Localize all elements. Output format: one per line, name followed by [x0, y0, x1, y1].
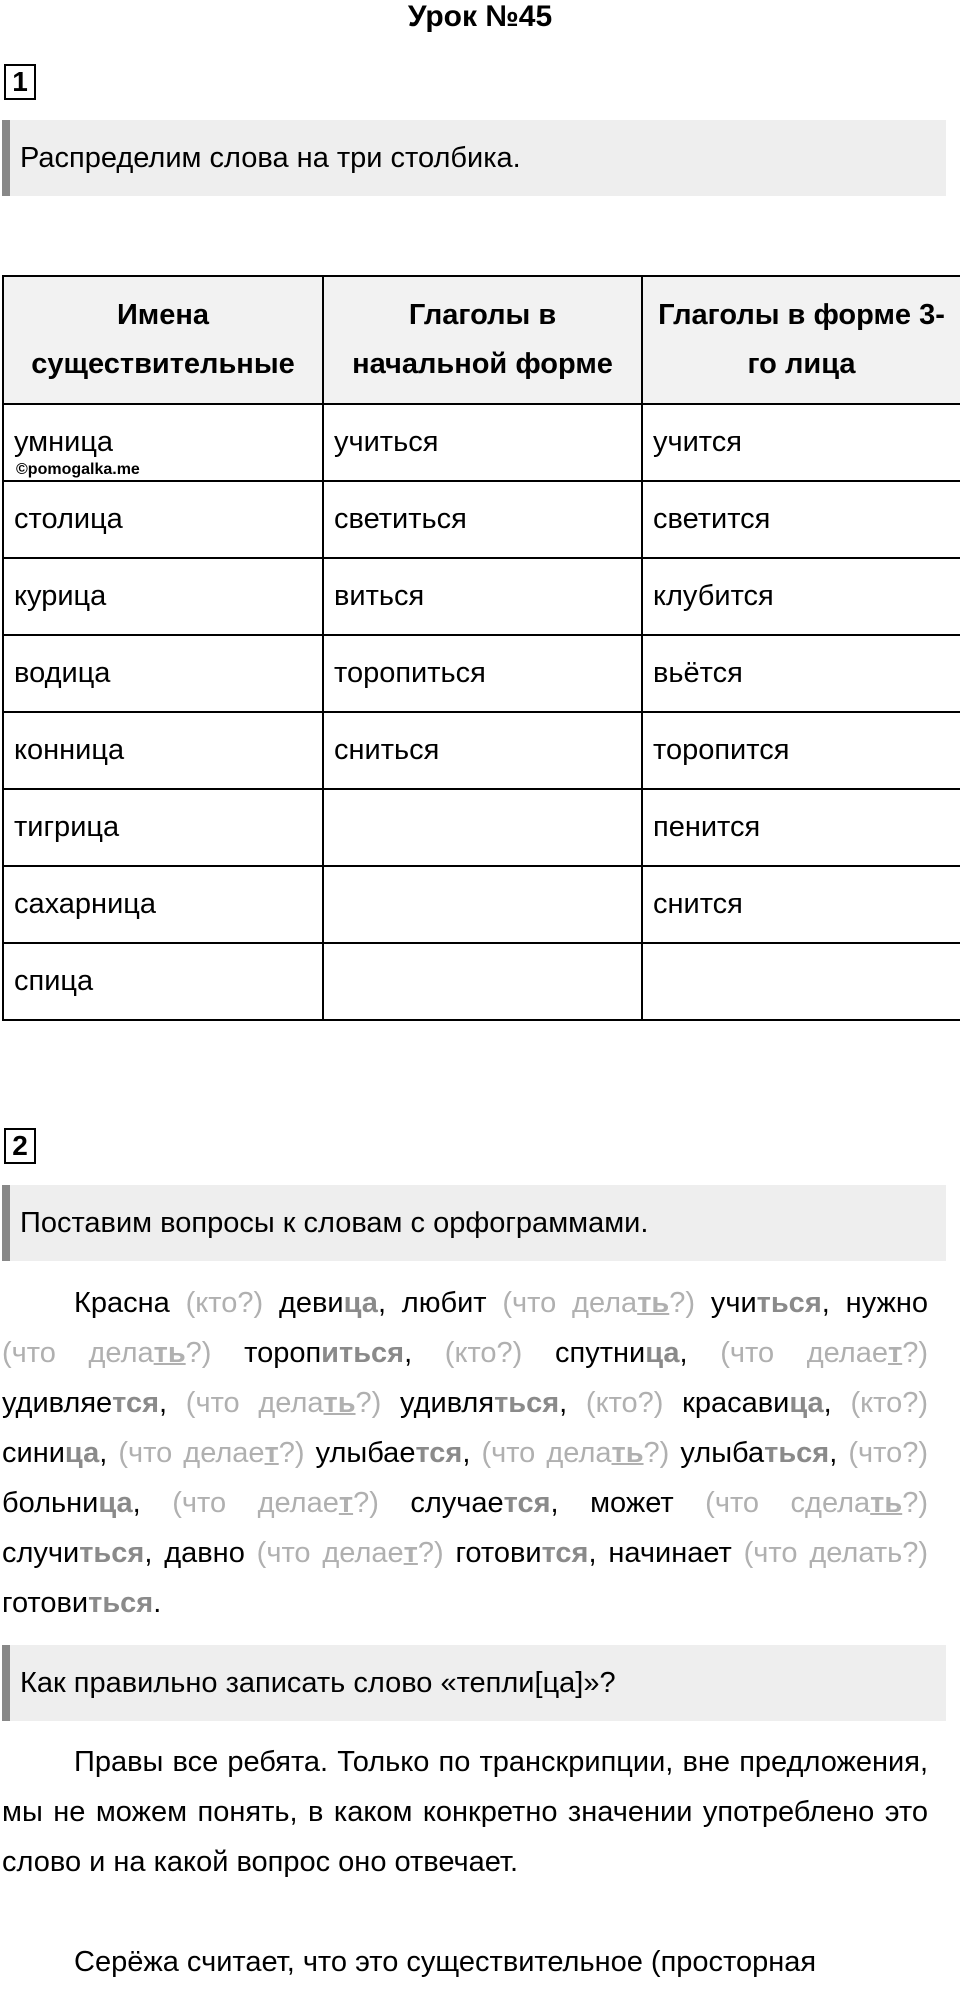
- header-infinitive-verbs: Глаголы в начальной форме: [323, 276, 642, 404]
- cell-text: курица: [14, 580, 107, 612]
- question-hint: (что?): [848, 1437, 928, 1469]
- question-hint-ending: ть: [637, 1287, 670, 1319]
- spelling-highlight: тся: [541, 1537, 589, 1569]
- question-hint-ending: ть: [323, 1387, 356, 1419]
- question-hint: (что сдела: [705, 1487, 871, 1519]
- question-hint: (что делае: [256, 1537, 404, 1569]
- question-hint: (что делае: [118, 1437, 265, 1469]
- question-hint: (кто?): [185, 1287, 264, 1319]
- last-paragraph: Серёжа считает, что это существительное (просторная: [74, 1946, 817, 1978]
- noun-cell: [3, 943, 323, 1020]
- question-hint: (что делае: [720, 1337, 888, 1369]
- question-hint: ?): [185, 1337, 212, 1369]
- third-person-cell: [642, 635, 960, 712]
- text-segment: тороп: [211, 1337, 322, 1369]
- table-row: [3, 712, 960, 789]
- question-hint: ?): [353, 1487, 379, 1519]
- cell-text: светится: [653, 503, 771, 535]
- table-header-row: [3, 276, 960, 404]
- task-1-banner: Распределим слова на три столбика.: [2, 120, 946, 196]
- cell-text: сниться: [334, 734, 440, 766]
- text-segment: больни: [2, 1487, 99, 1519]
- table-row: [3, 481, 960, 558]
- page-title: Урок №45: [407, 0, 553, 33]
- text-segment: , любит: [377, 1287, 503, 1319]
- cell-text: спица: [14, 965, 94, 997]
- text-segment: готови: [443, 1537, 542, 1569]
- question-hint: (что дела: [2, 1337, 154, 1369]
- text-segment: , давно: [144, 1537, 257, 1569]
- text-segment: , начинает: [588, 1537, 744, 1569]
- spelling-highlight: ца: [343, 1287, 378, 1319]
- spelling-highlight: тся: [112, 1387, 160, 1419]
- cell-text: клубится: [653, 580, 774, 612]
- question-hint: (кто?): [585, 1387, 664, 1419]
- spelling-highlight: тся: [503, 1487, 551, 1519]
- text-segment: , может: [550, 1487, 706, 1519]
- cell-text: снится: [653, 888, 743, 920]
- spelling-highlight: ться: [756, 1287, 822, 1319]
- table-row: [3, 943, 960, 1020]
- task-2-banner: Поставим вопросы к словам с орфограммами.: [2, 1185, 946, 1261]
- infinitive-cell: [323, 635, 642, 712]
- task-1-number: 1: [4, 64, 36, 100]
- noun-cell: [3, 866, 323, 943]
- cell-text: светиться: [334, 503, 467, 535]
- text-segment: ,: [99, 1437, 119, 1469]
- question-hint: (кто?): [850, 1387, 928, 1419]
- third-person-cell: [642, 789, 960, 866]
- noun-cell: [3, 558, 323, 635]
- question-hint: (что делать?): [743, 1537, 928, 1569]
- question-hint: (что делае: [172, 1487, 339, 1519]
- text-segment: ,: [404, 1337, 445, 1369]
- questions-paragraph: [2, 1278, 928, 1628]
- table-row: [3, 635, 960, 712]
- text-segment: деви: [263, 1287, 344, 1319]
- answer-paragraph: Правы все ребята. Только по транскрипции, вне предложения, мы не можем понять, в каком конкретно значении употреблено это слово и на какой вопрос оно отвечает.: [2, 1746, 928, 1878]
- cell-text: пенится: [653, 811, 761, 843]
- question-hint: (что дела: [481, 1437, 612, 1469]
- question-banner: Как правильно записать слово «тепли[ца]»?: [2, 1645, 946, 1721]
- header-third-person-verbs: Глаголы в форме 3-го лица: [642, 276, 960, 404]
- cell-text: тигрица: [14, 811, 120, 843]
- table-body: [3, 404, 960, 1020]
- noun-cell: [3, 635, 323, 712]
- infinitive-cell: [323, 943, 642, 1020]
- text-segment: ,: [462, 1437, 482, 1469]
- noun-cell: [3, 789, 323, 866]
- spelling-highlight: иться: [321, 1337, 405, 1369]
- third-person-cell: [642, 943, 960, 1020]
- question-hint: ?): [902, 1487, 928, 1519]
- spelling-highlight: ца: [64, 1437, 100, 1469]
- text-segment: случи: [2, 1537, 80, 1569]
- question-hint: (что дела: [185, 1387, 324, 1419]
- cell-text: конница: [14, 734, 125, 766]
- text-segment: сини: [2, 1437, 65, 1469]
- text-segment: красави: [663, 1387, 790, 1419]
- spelling-highlight: ться: [764, 1437, 830, 1469]
- spelling-highlight: ться: [79, 1537, 145, 1569]
- task-2-number: 2: [4, 1128, 36, 1164]
- noun-cell: [3, 481, 323, 558]
- third-person-cell: [642, 558, 960, 635]
- infinitive-cell: [323, 866, 642, 943]
- table-row: [3, 789, 960, 866]
- text-segment: ,: [159, 1387, 186, 1419]
- question-hint-ending: т: [403, 1537, 418, 1569]
- third-person-cell: [642, 712, 960, 789]
- cell-text: торопиться: [334, 657, 486, 689]
- text-segment: Красна: [74, 1287, 186, 1319]
- text-segment: ,: [829, 1437, 849, 1469]
- cell-text: сахарница: [14, 888, 157, 920]
- question-hint: ?): [643, 1437, 670, 1469]
- question-hint-ending: т: [887, 1337, 903, 1369]
- text-segment: учи: [695, 1287, 757, 1319]
- text-segment: , нужно: [821, 1287, 929, 1319]
- question-hint: ?): [669, 1287, 696, 1319]
- text-segment: улыбае: [304, 1437, 416, 1469]
- question-hint: ?): [278, 1437, 305, 1469]
- text-segment: готови: [2, 1587, 89, 1619]
- cell-text: умница: [14, 426, 114, 458]
- text-segment: удивля: [381, 1387, 495, 1419]
- cell-text: учится: [653, 426, 742, 458]
- noun-cell: [3, 404, 323, 481]
- third-person-cell: [642, 481, 960, 558]
- text-segment: ,: [679, 1337, 721, 1369]
- text-segment: ,: [823, 1387, 851, 1419]
- table-row: [3, 558, 960, 635]
- cell-text: учиться: [334, 426, 439, 458]
- watermark: ©pomogalka.me: [16, 461, 140, 478]
- spelling-highlight: ться: [494, 1387, 560, 1419]
- third-person-cell: [642, 404, 960, 481]
- spelling-highlight: ца: [645, 1337, 680, 1369]
- noun-cell: [3, 712, 323, 789]
- spelling-highlight: ца: [789, 1387, 824, 1419]
- question-hint: (что дела: [502, 1287, 638, 1319]
- infinitive-cell: [323, 789, 642, 866]
- cell-text: торопится: [653, 734, 790, 766]
- spelling-highlight: тся: [415, 1437, 463, 1469]
- infinitive-cell: [323, 712, 642, 789]
- text-segment: спутни: [522, 1337, 646, 1369]
- cell-text: вьётся: [653, 657, 743, 689]
- question-hint: ?): [417, 1537, 444, 1569]
- text-segment: удивляе: [2, 1387, 113, 1419]
- header-nouns: Имена существительные: [3, 276, 323, 404]
- spelling-highlight: ться: [88, 1587, 154, 1619]
- text-segment: ,: [132, 1487, 173, 1519]
- question-hint-ending: ть: [611, 1437, 644, 1469]
- infinitive-cell: [323, 481, 642, 558]
- question-hint-ending: ть: [153, 1337, 186, 1369]
- text-segment: случае: [378, 1487, 504, 1519]
- question-hint: (кто?): [444, 1337, 523, 1369]
- word-table: [2, 275, 960, 1021]
- cell-text: водица: [14, 657, 111, 689]
- question-hint: ?): [355, 1387, 382, 1419]
- infinitive-cell: [323, 558, 642, 635]
- cell-text: столица: [14, 503, 123, 535]
- table-row: [3, 404, 960, 481]
- question-hint-ending: ть: [870, 1487, 903, 1519]
- table-row: [3, 866, 960, 943]
- spelling-highlight: ца: [98, 1487, 133, 1519]
- cell-text: виться: [334, 580, 425, 612]
- text-segment: улыба: [669, 1437, 765, 1469]
- question-hint-ending: т: [338, 1487, 354, 1519]
- infinitive-cell: [323, 404, 642, 481]
- text-segment: .: [153, 1587, 162, 1619]
- question-hint: ?): [902, 1337, 928, 1369]
- text-segment: ,: [559, 1387, 586, 1419]
- question-hint-ending: т: [264, 1437, 279, 1469]
- third-person-cell: [642, 866, 960, 943]
